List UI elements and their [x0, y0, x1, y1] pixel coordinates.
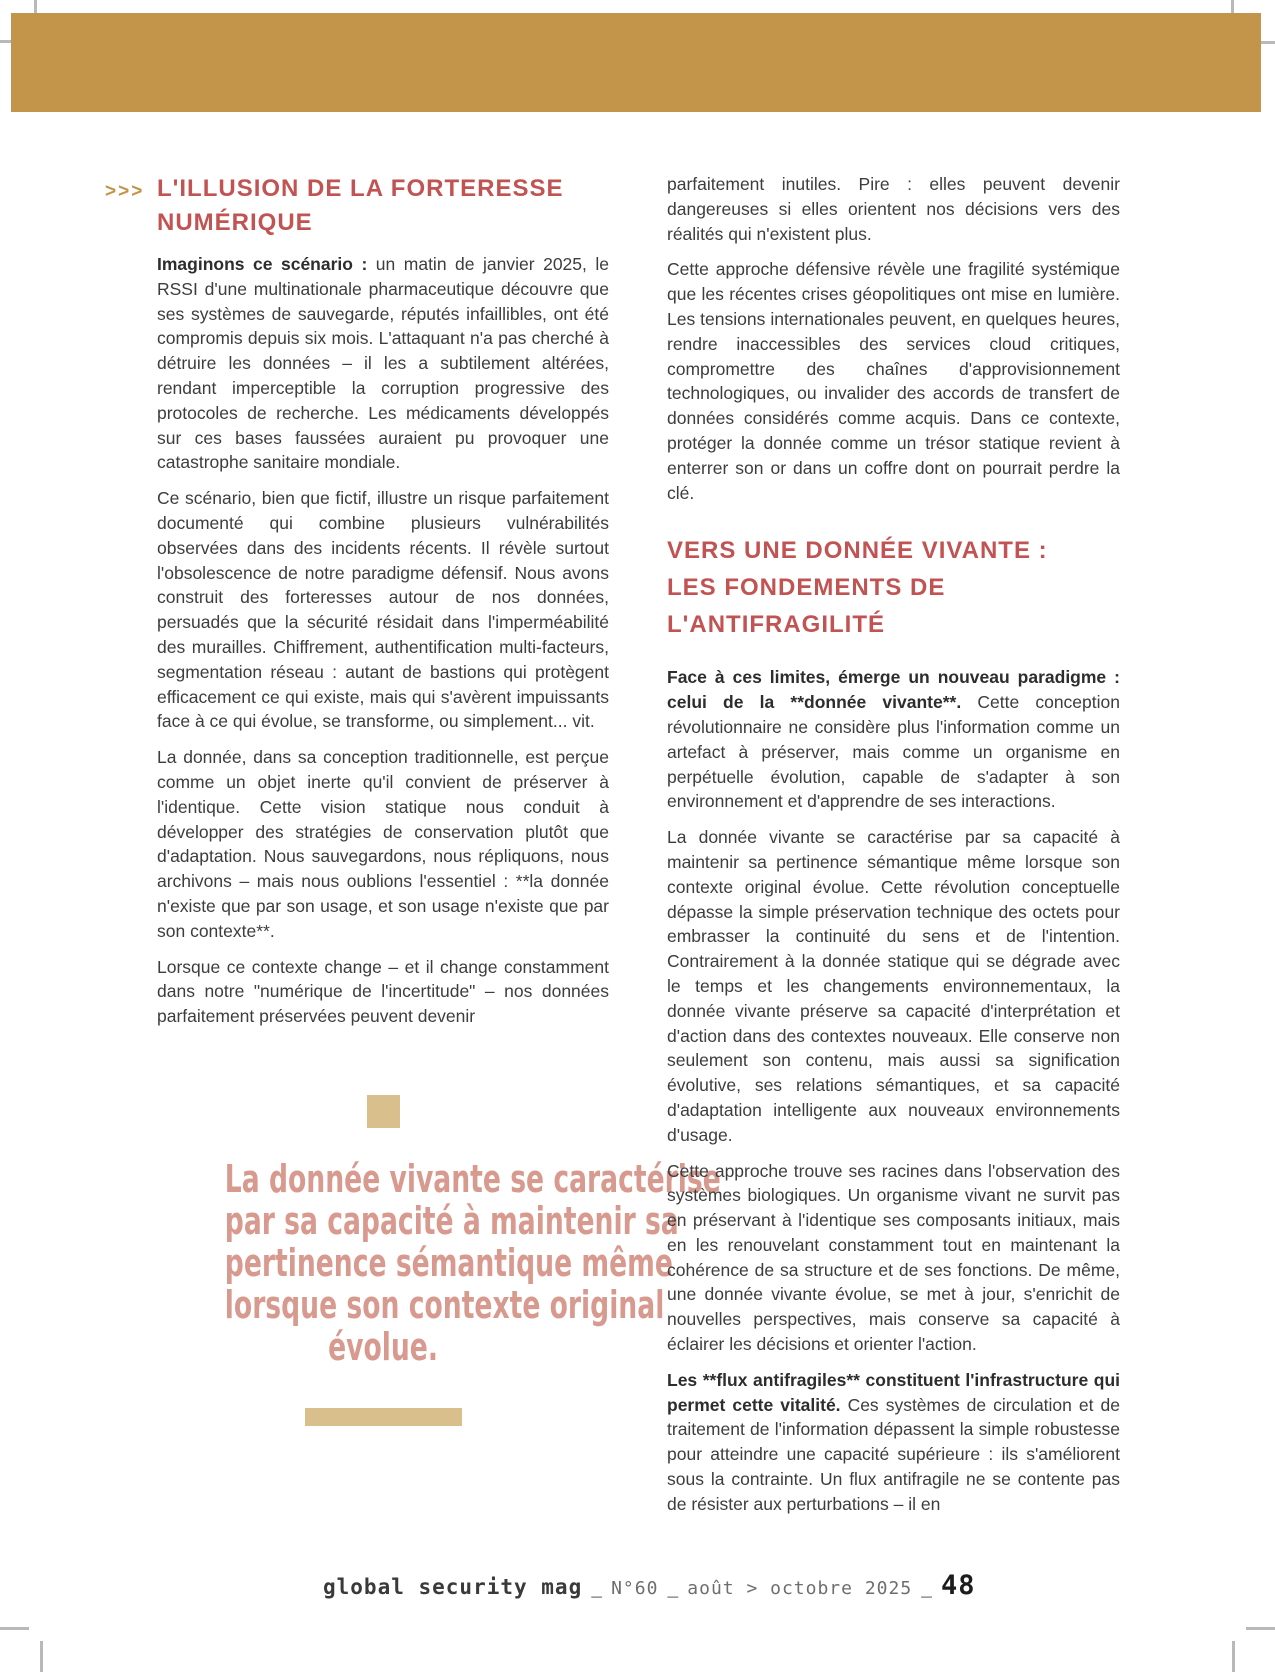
magazine-name: global security mag — [323, 1575, 583, 1599]
paragraph-text: La donnée, dans sa conception traditionnelle, est perçue comme un objet inerte qu'il convient de préserver à l'identique. Cette vision statique nous conduit à développer des stratégies de conservation plutôt que d'adaptation. Nous sauvegardons, nous répliquons, nous archivons – mais nous oublions l'essentiel : **la donnée n'existe que par son usage, et son usage n'existe que par son contexte**. — [157, 747, 609, 941]
page-number: 48 — [941, 1570, 976, 1601]
pull-quote-line: La donnée vivante se caractérise — [224, 1156, 721, 1201]
section-title-line-2: LES FONDEMENTS DE — [667, 574, 946, 602]
crop-mark-bottom-right-vertical — [1232, 1641, 1235, 1672]
paragraph-text: Ce scénario, bien que fictif, illustre un risque parfaitement documenté qui combine plusieurs vulnérabilités observées dans des incidents récents. Il révèle surtout l'obsolescence de notre paradigme défensif. Nous avons construit des forteresses autour de nos données, persuadés que la sécurité résidait dans l'imperméabilité des murailles. Chiffrement, authentification multi-facteurs, segmentation réseau : autant de bastions qui protègent efficacement ce qui existe, mais qui s'avèrent impuissants face à ce qui évolue, se transforme, ou simplement... vit. — [157, 488, 609, 732]
paragraph — [157, 486, 609, 734]
paragraph — [667, 172, 1120, 246]
article-title-line-1: L'ILLUSION DE LA FORTERESSE — [157, 175, 564, 202]
paragraph-lead: Face à ces limites, émerge un nouveau paradigme : celui de la **donnée vivante**. — [667, 667, 1120, 713]
section-title-line-3: L'ANTIFRAGILITÉ — [667, 611, 886, 639]
crop-mark-bottom-left-horizontal — [0, 1627, 29, 1630]
section-marker-chevrons: >>> — [105, 181, 145, 202]
pull-quote-line: par sa capacité à maintenir sa — [224, 1198, 679, 1243]
paragraph-lead: Les **flux antifragiles** constituent l'infrastructure qui permet cette vitalité. — [667, 1369, 1120, 1415]
issue-number: N°60 — [611, 1578, 659, 1599]
paragraph-text: La donnée vivante se caractérise par sa capacité à maintenir sa pertinence sémantique même lorsque son contexte original évolue. Cette révolution conceptuelle dépasse la simple préservation technique des octets pour embrasser la continuité du sens et de l'intention. Contrairement à la donnée statique qui se dégrade avec le temps et les changements environnementaux, la donnée vivante préserve sa capacité d'interprétation et d'action dans des contextes nouveaux. Elle conserve non seulement son contenu, mais aussi sa signification évolutive, ses relations sémantiques, et sa capacité d'adaptation intelligente aux nouveaux environnements d'usage. — [667, 827, 1120, 1145]
crop-mark-bottom-right-horizontal — [1246, 1627, 1275, 1630]
paragraph — [667, 1368, 1120, 1517]
footer-separator: _ — [667, 1578, 679, 1599]
crop-mark-bottom-left-vertical — [40, 1641, 43, 1672]
paragraph-text: Cette approche trouve ses racines dans l'observation des systèmes biologiques. Un organisme vivant ne survit pas en préservant à l'identique ses composants initiaux, mais en les renouvelant constamment tout en maintenant la cohérence de sa structure et de ses fonctions. De même, une donnée vivante évolue, se met à jour, s'enrichit de nouvelles perspectives, mais conserve sa capacité à éclairer les décisions et orienter l'action. — [667, 1160, 1120, 1355]
issue-period: août > octobre 2025 — [687, 1578, 913, 1599]
pull-quote-ornament-bar — [305, 1408, 462, 1426]
right-column — [667, 172, 1120, 1528]
paragraph-text: Ces systèmes de circulation et de traitement de l'information dépassent la simple robustesse pour atteindre une capacité supérieure : ils s'améliorent sous la contrainte. Un flux antifragile ne se contente pas de résister aux perturbations – il en — [667, 1394, 1120, 1514]
paragraph-text: un matin de janvier 2025, le RSSI d'une multinationale pharmaceutique découvre que ses systèmes de sauvegarde, réputés infaillibles, ont été compromis depuis six mois. L'attaquant n'a pas cherché à détruire les données – il les a subtilement altérées, rendant imperceptible la corruption progressive des protocoles de recherche. Les médicaments développés sur ces bases faussées auraient pu provoquer une catastrophe sanitaire mondiale. — [157, 254, 609, 473]
paragraph — [667, 665, 1120, 814]
paragraph-text: Cette conception révolutionnaire ne considère plus l'information comme un artefact à préserver, mais comme un organisme en perpétuelle évolution, capable de s'adapter à son environnement et d'apprendre de ses interactions. — [667, 692, 1120, 812]
paragraph-text: Lorsque ce contexte change – et il change constamment dans notre "numérique de l'incertitude" – nos données parfaitement préservées peuvent devenir — [157, 956, 609, 1027]
paragraph — [667, 1159, 1120, 1357]
left-column — [105, 172, 721, 1426]
paragraph — [667, 825, 1120, 1147]
article-title — [105, 172, 609, 240]
pull-quote-line: évolue. — [328, 1324, 438, 1369]
footer-separator: _ — [921, 1578, 933, 1599]
paragraph — [157, 252, 609, 475]
section-title — [667, 532, 1120, 643]
paragraph-text: parfaitement inutiles. Pire : elles peuvent devenir dangereuses si elles orientent nos décisions vers des réalités qui n'existent plus. — [667, 174, 1120, 244]
paragraph-lead: Imaginons ce scénario : — [157, 254, 376, 274]
pull-quote-line: lorsque son contexte original — [224, 1282, 665, 1327]
pull-quote-ornament-square — [367, 1095, 400, 1128]
pull-quote — [224, 1156, 721, 1369]
article-title-line-2: NUMÉRIQUE — [157, 209, 313, 236]
header-gold-bar — [11, 13, 1261, 112]
page-footer — [323, 1570, 976, 1601]
paragraph — [667, 257, 1120, 505]
section-title-line-1: VERS UNE DONNÉE VIVANTE : — [667, 537, 1048, 565]
footer-separator: _ — [591, 1578, 603, 1599]
paragraph — [157, 745, 609, 943]
paragraph — [157, 955, 609, 1029]
paragraph-text: Cette approche défensive révèle une fragilité systémique que les récentes crises géopolitiques ont mise en lumière. Les tensions internationales peuvent, en quelques heures, rendre inaccessibles des services cloud critiques, compromettre des chaînes d'approvisionnement technologiques, ou invalider des accords de transfert de données considérés comme acquis. Dans ce contexte, protéger la donnée comme un trésor statique revient à enterrer son or dans un coffre dont on pourrait perdre la clé. — [667, 259, 1120, 503]
pull-quote-line: pertinence sémantique même — [224, 1240, 673, 1285]
